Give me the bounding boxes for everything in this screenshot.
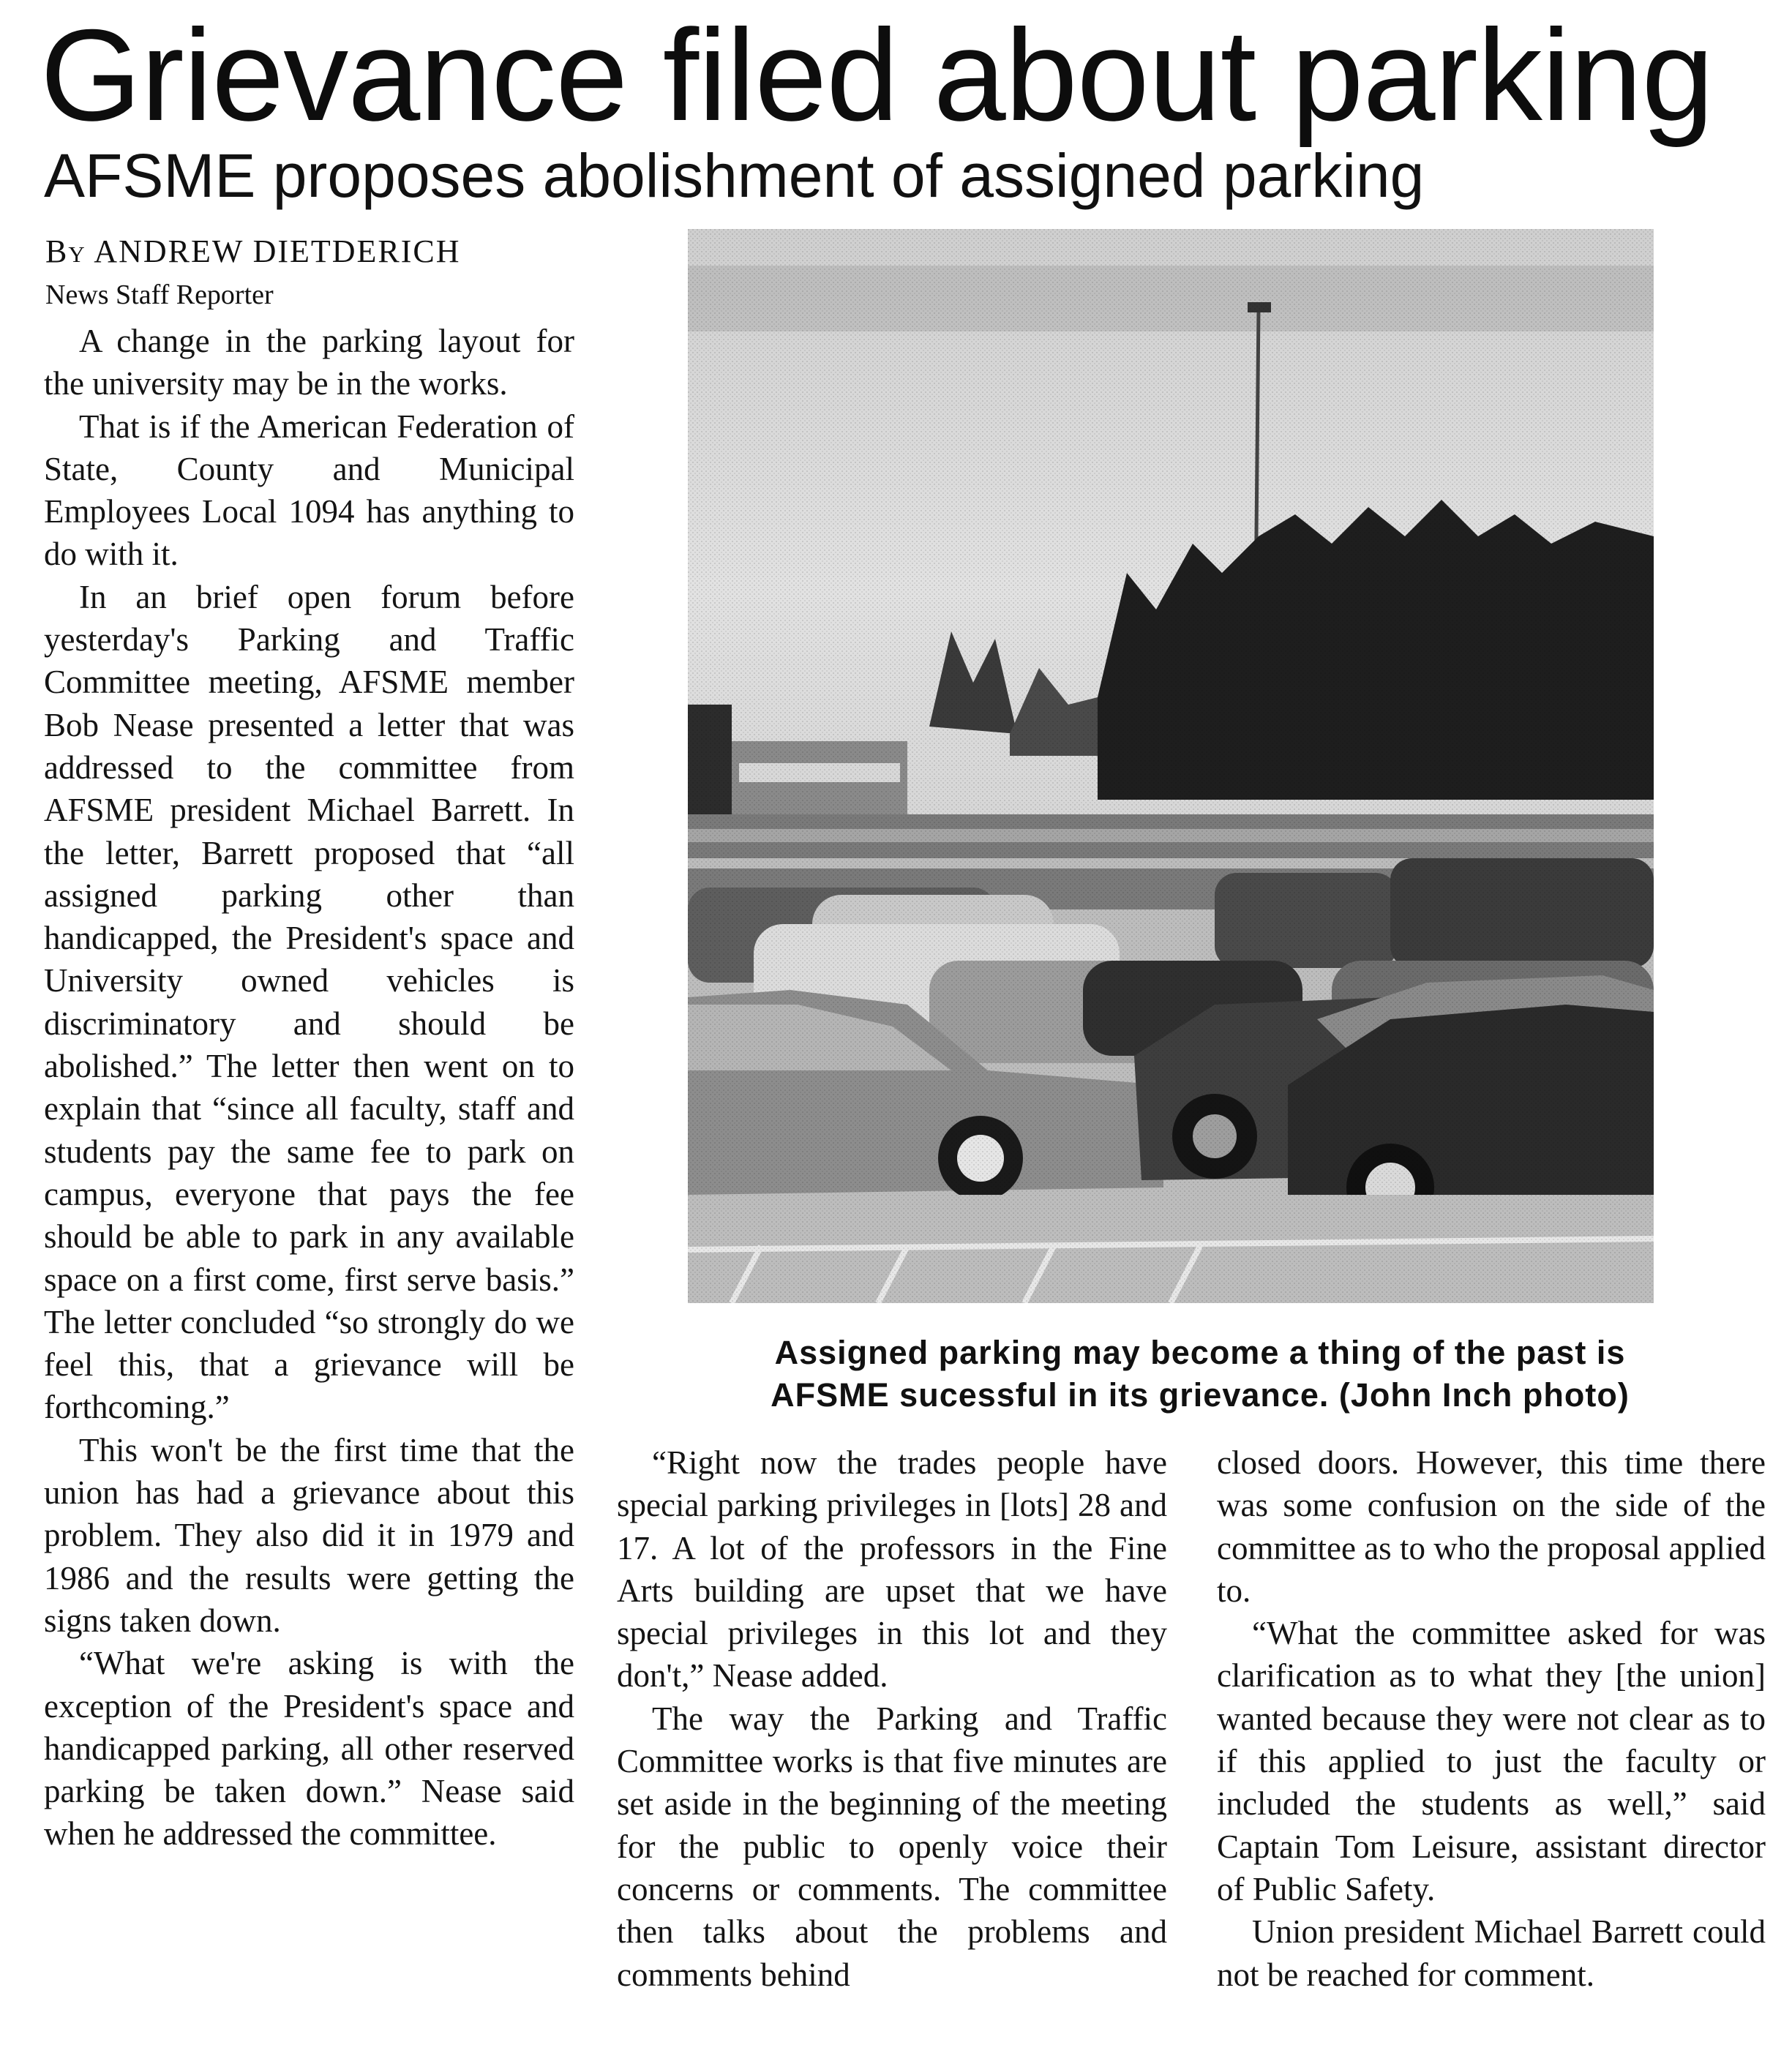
parking-lot-photo: [688, 229, 1654, 1303]
caption-line: Assigned parking may become a thing of the past is: [774, 1334, 1626, 1371]
byline-title: News Staff Reporter: [45, 279, 274, 310]
subheadline: AFSME proposes abolishment of assigned parking: [44, 141, 1425, 210]
paragraph: “What we're asking is with the exception of the President's space and handicapped parking, all other reserved parking be taken down.” Nease said when he addressed the committee.: [44, 1645, 574, 1853]
paragraph: In an brief open forum before yesterday's Parking and Traffic Committee meeting, AFSME member Bob Nease presented a letter that was addressed to the committee from AFSME president Michael Barrett. In the letter, Barrett proposed that “all assigned parking other than handicapped, the President's space and University owned vehicles is discriminatory and should be abolished.” The letter then went on to explain that “since all faculty, staff and students pay the same fee to park on campus, everyone that pays the fee should be able to park in any available space on a first come, first serve basis.” The letter concluded “so strongly do we feel this, that a grievance will be forthcoming.”: [44, 578, 574, 1426]
paragraph: This won't be the first time that the union has had a grievance about this problem. They also did it in 1979 and 1986 and the results were getting the signs taken down.: [44, 1431, 574, 1639]
article-column-1: [44, 320, 574, 1855]
headline: Grievance filed about parking: [40, 2, 1714, 148]
paragraph: “What the committee asked for was clarification as to what they [the union] wanted because they were not clear as to if this applied to just the faculty or included the students as well,” said Captain Tom Leisure, assistant director of Public Safety.: [1217, 1615, 1766, 1907]
caption-line: AFSME sucessful in its grievance. (John Inch photo): [771, 1376, 1630, 1414]
paragraph: Union president Michael Barrett could not be reached for comment.: [1217, 1913, 1766, 1993]
paragraph: That is if the American Federation of State, County and Municipal Employees Local 1094 has anything to do with it.: [44, 408, 574, 573]
article-column-3: [1217, 1441, 1766, 1996]
article-column-2: [617, 1441, 1167, 1996]
photo-caption: [673, 1332, 1727, 1417]
paragraph: A change in the parking layout for the university may be in the works.: [44, 323, 574, 402]
byline: By ANDREW DIETDERICH: [45, 233, 461, 269]
parking-lot-illustration: [688, 229, 1654, 1303]
paragraph: “Right now the trades people have special parking privileges in [lots] 28 and 17. A lot of the professors in the Fine Arts building are upset that we have special privileges in this lot and they don't,” Nease added.: [617, 1444, 1167, 1695]
paragraph: The way the Parking and Traffic Committee works is that five minutes are set aside in the beginning of the meeting for the public to openly voice their concerns or comments. The committee then talks about the problems and comments behind: [617, 1700, 1167, 1993]
paragraph: closed doors. However, this time there was some confusion on the side of the committee as to who the proposal applied to.: [1217, 1444, 1766, 1609]
